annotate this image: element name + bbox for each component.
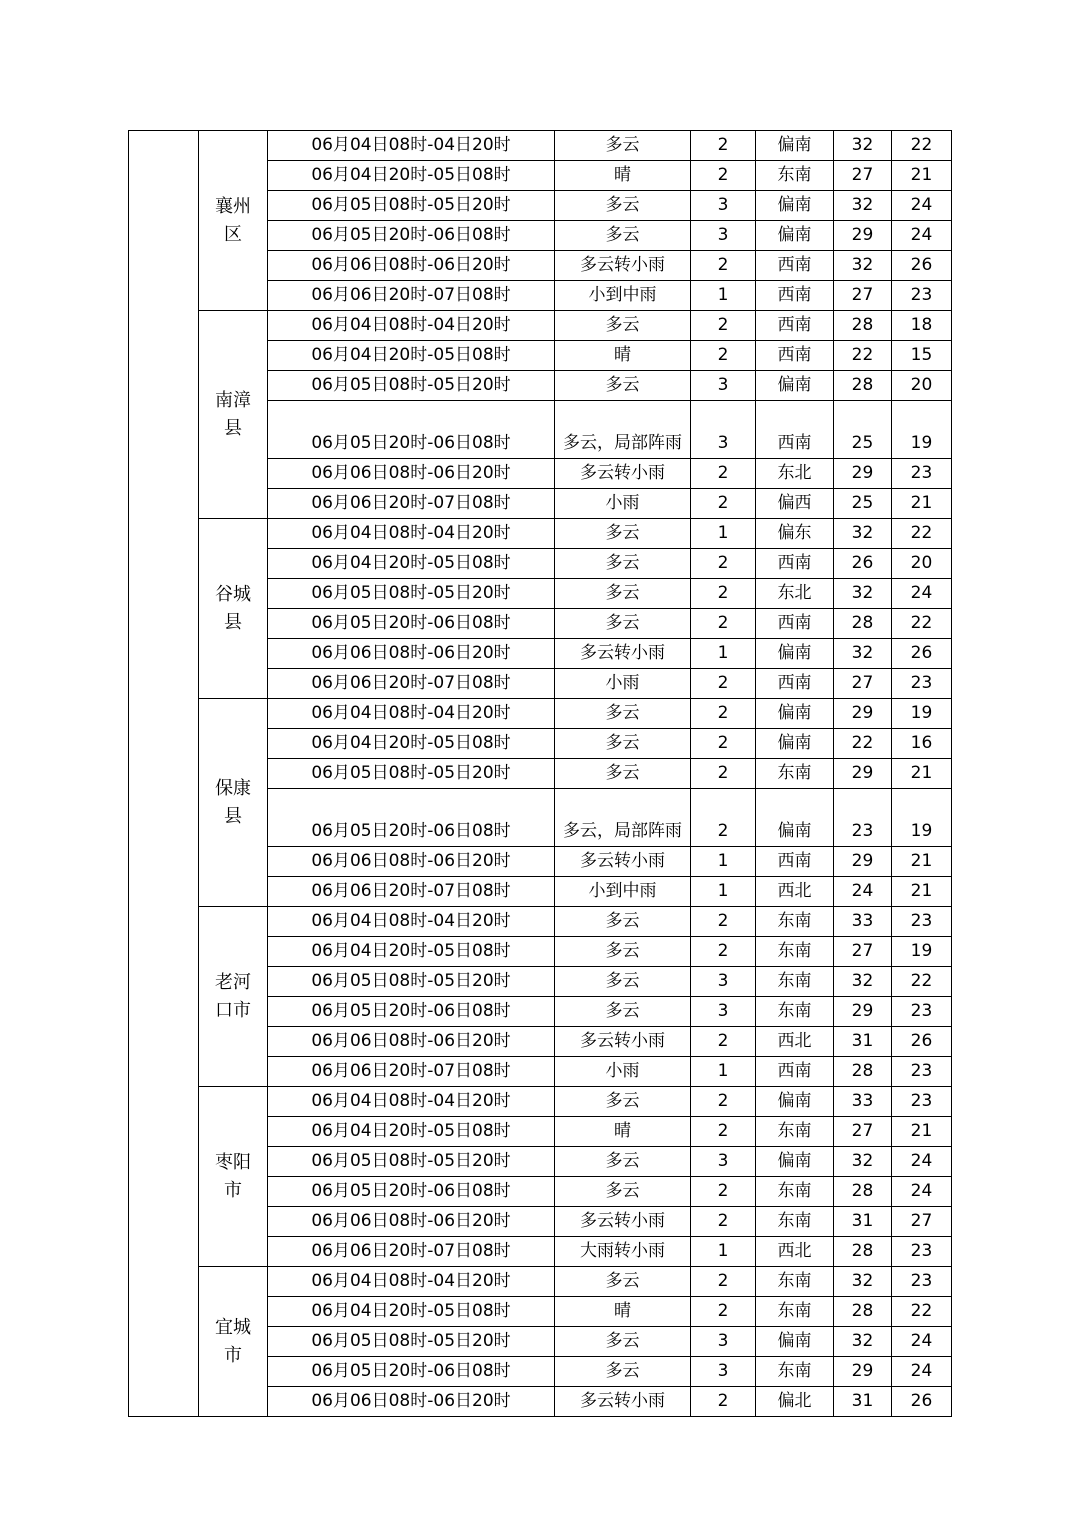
wind-direction-cell: 偏南: [756, 699, 834, 729]
wind-level-cell: 2: [691, 131, 756, 161]
max-temp-cell: 33: [834, 1087, 892, 1117]
wind-level-cell: 2: [691, 669, 756, 699]
max-temp-cell: 25: [834, 401, 892, 459]
max-temp-cell: 32: [834, 131, 892, 161]
time-period-cell: 06月05日20时-06日08时: [268, 789, 555, 847]
weather-cell: 多云: [555, 549, 691, 579]
table-row: [129, 131, 952, 161]
wind-direction-cell: 西南: [756, 1057, 834, 1087]
max-temp-cell: 32: [834, 1327, 892, 1357]
max-temp-cell: 32: [834, 1267, 892, 1297]
district-cell: [199, 1087, 268, 1267]
max-temp-cell: 24: [834, 877, 892, 907]
min-temp-cell: 24: [892, 579, 952, 609]
wind-level-cell: 1: [691, 519, 756, 549]
weather-cell: 小雨: [555, 1057, 691, 1087]
weather-cell: 多云转小雨: [555, 639, 691, 669]
min-temp-cell: 26: [892, 1027, 952, 1057]
max-temp-cell: 26: [834, 549, 892, 579]
time-period-cell: 06月06日20时-07日08时: [268, 669, 555, 699]
wind-level-cell: 2: [691, 1027, 756, 1057]
weather-cell: 多云: [555, 937, 691, 967]
district-cell: [199, 311, 268, 519]
table-row: [129, 311, 952, 341]
min-temp-cell: 22: [892, 1297, 952, 1327]
min-temp-cell: 24: [892, 1357, 952, 1387]
wind-level-cell: 1: [691, 1237, 756, 1267]
max-temp-cell: 22: [834, 729, 892, 759]
weather-cell: 晴: [555, 1117, 691, 1147]
wind-direction-cell: 偏南: [756, 191, 834, 221]
time-period-cell: 06月06日08时-06日20时: [268, 1027, 555, 1057]
wind-direction-cell: 西北: [756, 1237, 834, 1267]
time-period-cell: 06月04日08时-04日20时: [268, 1087, 555, 1117]
wind-direction-cell: 偏北: [756, 1387, 834, 1417]
wind-direction-cell: 偏南: [756, 639, 834, 669]
table-row: [129, 1087, 952, 1117]
max-temp-cell: 28: [834, 371, 892, 401]
wind-level-cell: 2: [691, 699, 756, 729]
min-temp-cell: 21: [892, 877, 952, 907]
weather-cell: 多云转小雨: [555, 251, 691, 281]
time-period-cell: 06月06日08时-06日20时: [268, 847, 555, 877]
wind-level-cell: 2: [691, 1267, 756, 1297]
weather-cell: 晴: [555, 1297, 691, 1327]
wind-level-cell: 2: [691, 729, 756, 759]
weather-cell: 多云: [555, 997, 691, 1027]
max-temp-cell: 33: [834, 907, 892, 937]
district-cell: [199, 131, 268, 311]
weather-cell: 多云: [555, 191, 691, 221]
time-period-cell: 06月06日08时-06日20时: [268, 1387, 555, 1417]
wind-direction-cell: 偏南: [756, 371, 834, 401]
wind-direction-cell: 偏南: [756, 729, 834, 759]
district-name: 老河口市: [215, 971, 251, 1021]
wind-level-cell: 3: [691, 1147, 756, 1177]
time-period-cell: 06月05日20时-06日08时: [268, 1177, 555, 1207]
wind-direction-cell: 偏南: [756, 1327, 834, 1357]
wind-level-cell: 2: [691, 937, 756, 967]
table-row: [129, 907, 952, 937]
time-period-cell: 06月04日20时-05日08时: [268, 729, 555, 759]
wind-direction-cell: 西南: [756, 341, 834, 371]
time-period-cell: 06月04日20时-05日08时: [268, 1117, 555, 1147]
wind-level-cell: 1: [691, 281, 756, 311]
weather-text: 多云，局部阵雨: [563, 433, 682, 453]
wind-direction-cell: 偏西: [756, 489, 834, 519]
min-temp-cell: 26: [892, 1387, 952, 1417]
time-period-cell: 06月04日20时-05日08时: [268, 549, 555, 579]
weather-cell: 多云转小雨: [555, 1207, 691, 1237]
max-temp-cell: 32: [834, 639, 892, 669]
time-period-cell: 06月06日08时-06日20时: [268, 459, 555, 489]
wind-level-cell: 3: [691, 401, 756, 459]
max-temp-cell: 32: [834, 967, 892, 997]
weather-cell: 多云: [555, 907, 691, 937]
wind-level-cell: 2: [691, 759, 756, 789]
wind-level-cell: 2: [691, 907, 756, 937]
min-temp-cell: 23: [892, 1237, 952, 1267]
wind-direction-cell: 东南: [756, 759, 834, 789]
max-temp-cell: 29: [834, 847, 892, 877]
min-temp-cell: 24: [892, 1147, 952, 1177]
district-cell: [199, 699, 268, 907]
weather-cell: 大雨转小雨: [555, 1237, 691, 1267]
time-period-cell: 06月06日20时-07日08时: [268, 1237, 555, 1267]
wind-level-cell: 2: [691, 459, 756, 489]
wind-level-cell: 1: [691, 877, 756, 907]
time-period-cell: 06月04日08时-04日20时: [268, 1267, 555, 1297]
min-temp-cell: 21: [892, 161, 952, 191]
wind-level-cell: 2: [691, 1177, 756, 1207]
wind-direction-cell: 东南: [756, 997, 834, 1027]
weather-cell: 多云: [555, 759, 691, 789]
weather-cell: 多云: [555, 131, 691, 161]
wind-level-cell: 2: [691, 341, 756, 371]
district-name: 谷城县: [215, 583, 251, 633]
time-period-cell: 06月04日20时-05日08时: [268, 161, 555, 191]
wind-direction-cell: 东北: [756, 579, 834, 609]
time-period-cell: 06月06日20时-07日08时: [268, 489, 555, 519]
max-temp-cell: 31: [834, 1387, 892, 1417]
wind-level-cell: 2: [691, 489, 756, 519]
max-temp-cell: 28: [834, 1237, 892, 1267]
district-name: 南漳县: [215, 389, 251, 439]
district-cell: [199, 1267, 268, 1417]
weather-cell: 多云: [555, 221, 691, 251]
max-temp-cell: 25: [834, 489, 892, 519]
time-period-cell: 06月05日20时-06日08时: [268, 401, 555, 459]
wind-direction-cell: 偏南: [756, 1087, 834, 1117]
forecast-table: [128, 130, 952, 1417]
max-temp-cell: 22: [834, 341, 892, 371]
min-temp-cell: 23: [892, 907, 952, 937]
min-temp-cell: 16: [892, 729, 952, 759]
wind-level-cell: 2: [691, 549, 756, 579]
weather-cell: [555, 789, 691, 847]
district-cell: [199, 519, 268, 699]
max-temp-cell: 29: [834, 997, 892, 1027]
weather-cell: 多云: [555, 1147, 691, 1177]
min-temp-cell: 21: [892, 489, 952, 519]
wind-direction-cell: 西南: [756, 251, 834, 281]
district-name: 襄州区: [215, 195, 251, 245]
table-row: [129, 1267, 952, 1297]
max-temp-cell: 31: [834, 1027, 892, 1057]
time-period-cell: 06月05日20时-06日08时: [268, 1357, 555, 1387]
wind-level-cell: 2: [691, 251, 756, 281]
wind-direction-cell: 东南: [756, 161, 834, 191]
wind-level-cell: 2: [691, 789, 756, 847]
time-period-cell: 06月04日20时-05日08时: [268, 937, 555, 967]
min-temp-cell: 21: [892, 1117, 952, 1147]
max-temp-cell: 28: [834, 1297, 892, 1327]
district-name: 保康县: [215, 777, 251, 827]
time-period-cell: 06月06日20时-07日08时: [268, 1057, 555, 1087]
min-temp-cell: 23: [892, 669, 952, 699]
wind-level-cell: 1: [691, 639, 756, 669]
max-temp-cell: 28: [834, 311, 892, 341]
max-temp-cell: 29: [834, 1357, 892, 1387]
wind-direction-cell: 东南: [756, 1177, 834, 1207]
max-temp-cell: 23: [834, 789, 892, 847]
wind-level-cell: 3: [691, 191, 756, 221]
min-temp-cell: 24: [892, 1327, 952, 1357]
weather-cell: 多云: [555, 1327, 691, 1357]
max-temp-cell: 27: [834, 161, 892, 191]
weather-text: 多云，局部阵雨: [563, 821, 682, 841]
weather-cell: 小雨: [555, 669, 691, 699]
weather-cell: 多云: [555, 1087, 691, 1117]
max-temp-cell: 29: [834, 221, 892, 251]
weather-cell: 多云转小雨: [555, 1027, 691, 1057]
wind-level-cell: 2: [691, 161, 756, 191]
table-row: [129, 519, 952, 549]
wind-level-cell: 2: [691, 1117, 756, 1147]
max-temp-cell: 32: [834, 251, 892, 281]
min-temp-cell: 23: [892, 459, 952, 489]
time-period-cell: 06月04日08时-04日20时: [268, 699, 555, 729]
weather-cell: 小到中雨: [555, 877, 691, 907]
weather-cell: 多云: [555, 1357, 691, 1387]
max-temp-cell: 28: [834, 609, 892, 639]
wind-level-cell: 3: [691, 967, 756, 997]
min-temp-cell: 23: [892, 1057, 952, 1087]
time-period-cell: 06月06日08时-06日20时: [268, 639, 555, 669]
weather-cell: 多云: [555, 729, 691, 759]
min-temp-cell: 15: [892, 341, 952, 371]
time-period-cell: 06月06日08时-06日20时: [268, 1207, 555, 1237]
time-period-cell: 06月05日08时-05日20时: [268, 371, 555, 401]
time-period-cell: 06月06日20时-07日08时: [268, 877, 555, 907]
district-cell: [199, 907, 268, 1087]
time-period-cell: 06月04日20时-05日08时: [268, 341, 555, 371]
wind-direction-cell: 偏南: [756, 221, 834, 251]
district-name: 枣阳市: [215, 1151, 251, 1201]
wind-direction-cell: 东南: [756, 1267, 834, 1297]
time-period-cell: 06月04日08时-04日20时: [268, 311, 555, 341]
region-cell: [129, 131, 199, 1417]
wind-level-cell: 2: [691, 311, 756, 341]
wind-direction-cell: 西南: [756, 311, 834, 341]
weather-cell: 晴: [555, 341, 691, 371]
min-temp-cell: 27: [892, 1207, 952, 1237]
min-temp-cell: 22: [892, 131, 952, 161]
wind-direction-cell: 东南: [756, 1357, 834, 1387]
max-temp-cell: 28: [834, 1057, 892, 1087]
min-temp-cell: 24: [892, 221, 952, 251]
wind-level-cell: 2: [691, 1207, 756, 1237]
wind-level-cell: 3: [691, 371, 756, 401]
weather-cell: 多云: [555, 579, 691, 609]
wind-direction-cell: 西南: [756, 847, 834, 877]
min-temp-cell: 24: [892, 1177, 952, 1207]
max-temp-cell: 32: [834, 1147, 892, 1177]
weather-cell: 多云转小雨: [555, 847, 691, 877]
weather-cell: 多云: [555, 1177, 691, 1207]
time-period-cell: 06月05日08时-05日20时: [268, 1147, 555, 1177]
wind-direction-cell: 西南: [756, 669, 834, 699]
wind-direction-cell: 偏南: [756, 1147, 834, 1177]
wind-level-cell: 3: [691, 1357, 756, 1387]
wind-direction-cell: 西南: [756, 549, 834, 579]
wind-level-cell: 2: [691, 1087, 756, 1117]
time-period-cell: 06月05日08时-05日20时: [268, 1327, 555, 1357]
weather-cell: 小到中雨: [555, 281, 691, 311]
min-temp-cell: 21: [892, 847, 952, 877]
time-period-cell: 06月05日08时-05日20时: [268, 191, 555, 221]
wind-direction-cell: 东南: [756, 937, 834, 967]
time-period-cell: 06月04日20时-05日08时: [268, 1297, 555, 1327]
wind-direction-cell: 西南: [756, 609, 834, 639]
min-temp-cell: 23: [892, 281, 952, 311]
time-period-cell: 06月04日08时-04日20时: [268, 907, 555, 937]
wind-direction-cell: 偏东: [756, 519, 834, 549]
min-temp-cell: 19: [892, 937, 952, 967]
min-temp-cell: 20: [892, 371, 952, 401]
wind-direction-cell: 西北: [756, 1027, 834, 1057]
time-period-cell: 06月05日08时-05日20时: [268, 579, 555, 609]
weather-cell: 多云: [555, 1267, 691, 1297]
min-temp-cell: 20: [892, 549, 952, 579]
wind-direction-cell: 偏南: [756, 131, 834, 161]
time-period-cell: 06月05日08时-05日20时: [268, 759, 555, 789]
max-temp-cell: 27: [834, 1117, 892, 1147]
wind-level-cell: 2: [691, 1387, 756, 1417]
max-temp-cell: 31: [834, 1207, 892, 1237]
max-temp-cell: 29: [834, 459, 892, 489]
min-temp-cell: 23: [892, 997, 952, 1027]
wind-direction-cell: 东南: [756, 1207, 834, 1237]
weather-cell: 多云: [555, 371, 691, 401]
district-name: 宜城市: [215, 1316, 251, 1366]
weather-cell: 小雨: [555, 489, 691, 519]
min-temp-cell: 19: [892, 789, 952, 847]
time-period-cell: 06月05日08时-05日20时: [268, 967, 555, 997]
wind-level-cell: 2: [691, 609, 756, 639]
time-period-cell: 06月04日08时-04日20时: [268, 131, 555, 161]
min-temp-cell: 22: [892, 519, 952, 549]
min-temp-cell: 22: [892, 609, 952, 639]
max-temp-cell: 28: [834, 1177, 892, 1207]
wind-level-cell: 3: [691, 997, 756, 1027]
weather-cell: [555, 401, 691, 459]
min-temp-cell: 23: [892, 1267, 952, 1297]
wind-direction-cell: 偏南: [756, 789, 834, 847]
min-temp-cell: 23: [892, 1087, 952, 1117]
min-temp-cell: 26: [892, 639, 952, 669]
weather-cell: 多云: [555, 311, 691, 341]
weather-cell: 多云转小雨: [555, 1387, 691, 1417]
weather-cell: 多云: [555, 609, 691, 639]
min-temp-cell: 26: [892, 251, 952, 281]
weather-cell: 多云转小雨: [555, 459, 691, 489]
time-period-cell: 06月06日20时-07日08时: [268, 281, 555, 311]
weather-cell: 多云: [555, 519, 691, 549]
max-temp-cell: 29: [834, 759, 892, 789]
max-temp-cell: 29: [834, 699, 892, 729]
wind-direction-cell: 西南: [756, 401, 834, 459]
max-temp-cell: 27: [834, 937, 892, 967]
table-row: [129, 699, 952, 729]
max-temp-cell: 32: [834, 579, 892, 609]
wind-direction-cell: 东南: [756, 967, 834, 997]
min-temp-cell: 19: [892, 401, 952, 459]
weather-cell: 多云: [555, 699, 691, 729]
max-temp-cell: 32: [834, 191, 892, 221]
wind-level-cell: 2: [691, 579, 756, 609]
min-temp-cell: 21: [892, 759, 952, 789]
wind-level-cell: 2: [691, 1297, 756, 1327]
weather-cell: 晴: [555, 161, 691, 191]
weather-cell: 多云: [555, 967, 691, 997]
wind-level-cell: 3: [691, 221, 756, 251]
time-period-cell: 06月05日20时-06日08时: [268, 221, 555, 251]
table-body: [129, 131, 952, 1417]
wind-direction-cell: 西南: [756, 281, 834, 311]
min-temp-cell: 18: [892, 311, 952, 341]
time-period-cell: 06月05日20时-06日08时: [268, 997, 555, 1027]
wind-direction-cell: 东南: [756, 1117, 834, 1147]
wind-direction-cell: 东北: [756, 459, 834, 489]
max-temp-cell: 27: [834, 281, 892, 311]
min-temp-cell: 22: [892, 967, 952, 997]
wind-level-cell: 3: [691, 1327, 756, 1357]
wind-direction-cell: 东南: [756, 907, 834, 937]
max-temp-cell: 27: [834, 669, 892, 699]
wind-direction-cell: 东南: [756, 1297, 834, 1327]
wind-level-cell: 1: [691, 1057, 756, 1087]
max-temp-cell: 32: [834, 519, 892, 549]
time-period-cell: 06月05日20时-06日08时: [268, 609, 555, 639]
time-period-cell: 06月04日08时-04日20时: [268, 519, 555, 549]
wind-direction-cell: 西北: [756, 877, 834, 907]
min-temp-cell: 19: [892, 699, 952, 729]
min-temp-cell: 24: [892, 191, 952, 221]
wind-level-cell: 1: [691, 847, 756, 877]
time-period-cell: 06月06日08时-06日20时: [268, 251, 555, 281]
